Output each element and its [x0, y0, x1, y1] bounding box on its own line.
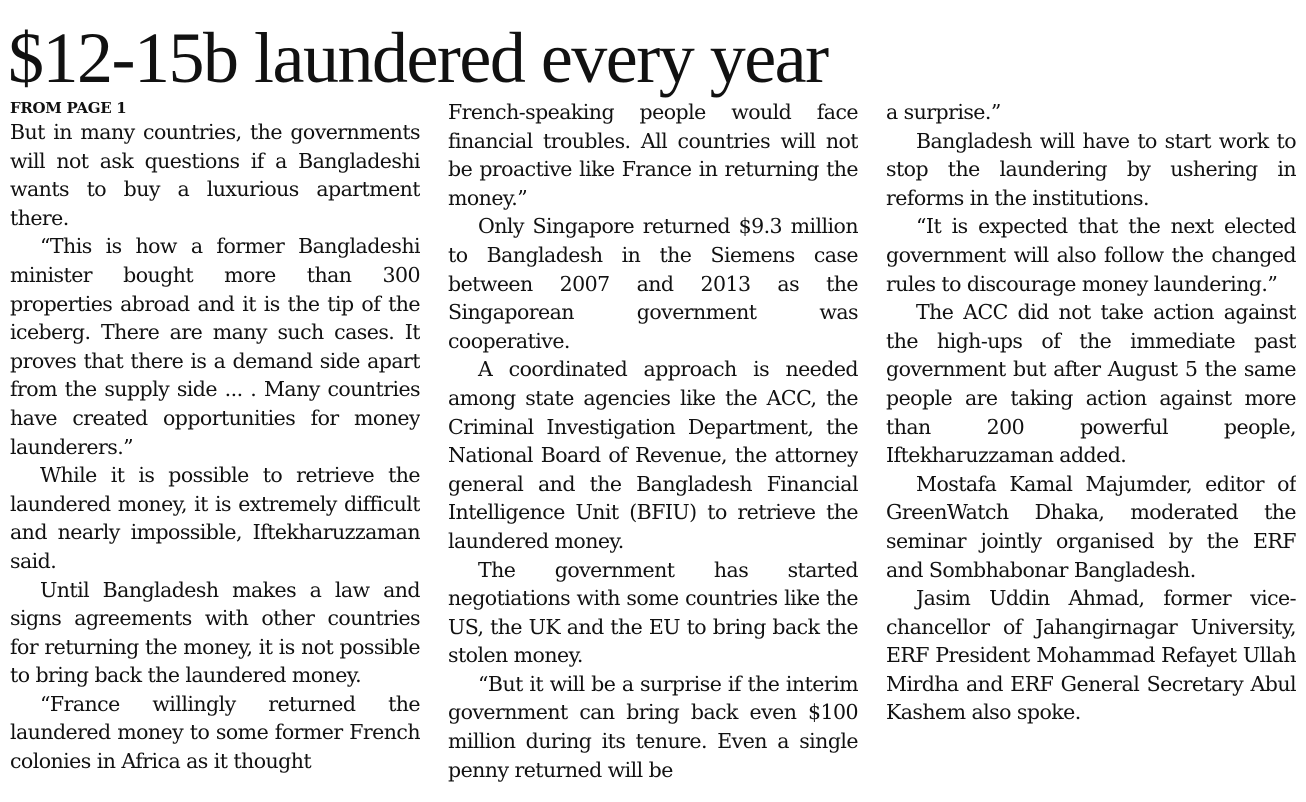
paragraph: But in many countries, the governments will not ask questions if a Bangladeshi wants to buy a luxurious apartment there. — [10, 120, 420, 230]
paragraph: “France willingly returned the laundered money to some former French colonies in Africa as it thought — [10, 691, 420, 774]
paragraph: French-speaking people would face financial troubles. All countries will not be proactive like France in returning the money.” — [448, 100, 858, 210]
article-column-2 — [448, 98, 858, 798]
paragraph: The ACC did not take action against the high-ups of the immediate past government but after August 5 the same people are taking action against more than 200 powerful people, Iftekharuzzaman added. — [886, 300, 1296, 468]
paragraph: Until Bangladesh makes a law and signs agreements with other countries for returning the money, it is not possible to bring back the laundered money. — [10, 577, 420, 688]
headline: $12-15b laundered every year — [8, 18, 828, 98]
paragraph: “It is expected that the next elected government will also follow the changed rules to discourage money laundering.” — [886, 214, 1296, 296]
paragraph: The government has started negotiations with some countries like the US, the UK and the EU to bring back the stolen money. — [448, 557, 858, 668]
article-column-1 — [10, 98, 420, 798]
paragraph: “This is how a former Bangladeshi minister bought more than 300 properties abroad and it is the tip of the iceberg. There are many such cases. It proves that there is a demand side apart from the supply side ... . Many countries have created opportunities for money launderers.” — [10, 234, 420, 459]
continuation-kicker: FROM PAGE 1 — [10, 99, 127, 117]
paragraph: Only Singapore returned $9.3 million to Bangladesh in the Siemens case between 2007 and 2013 as the Singaporean government was cooperative. — [448, 214, 858, 353]
paragraph: “But it will be a surprise if the interim government can bring back even $100 million during its tenure. Even a single penny returned will be — [448, 671, 858, 782]
paragraph: a surprise.” — [886, 100, 1001, 124]
paragraph: While it is possible to retrieve the laundered money, it is extremely difficult and nearly impossible, Iftekharuzzaman said. — [10, 463, 420, 573]
paragraph: A coordinated approach is needed among state agencies like the ACC, the Criminal Investigation Department, the National Board of Revenue, the attorney general and the Bangladesh Financial Intelligence Unit (BFIU) to retrieve the laundered money. — [448, 357, 858, 553]
paragraph: Mostafa Kamal Majumder, editor of GreenWatch Dhaka, moderated the seminar jointly organised by the ERF and Sombhabonar Bangladesh. — [886, 471, 1296, 582]
paragraph: Bangladesh will have to start work to stop the laundering by ushering in reforms in the institutions. — [886, 128, 1296, 210]
article-column-3 — [886, 98, 1296, 798]
paragraph: Jasim Uddin Ahmad, former vice-chancellor of Jahangirnagar University, ERF President Mohammad Refayet Ullah Mirdha and ERF General Secretary Abul Kashem also spoke. — [886, 586, 1296, 725]
